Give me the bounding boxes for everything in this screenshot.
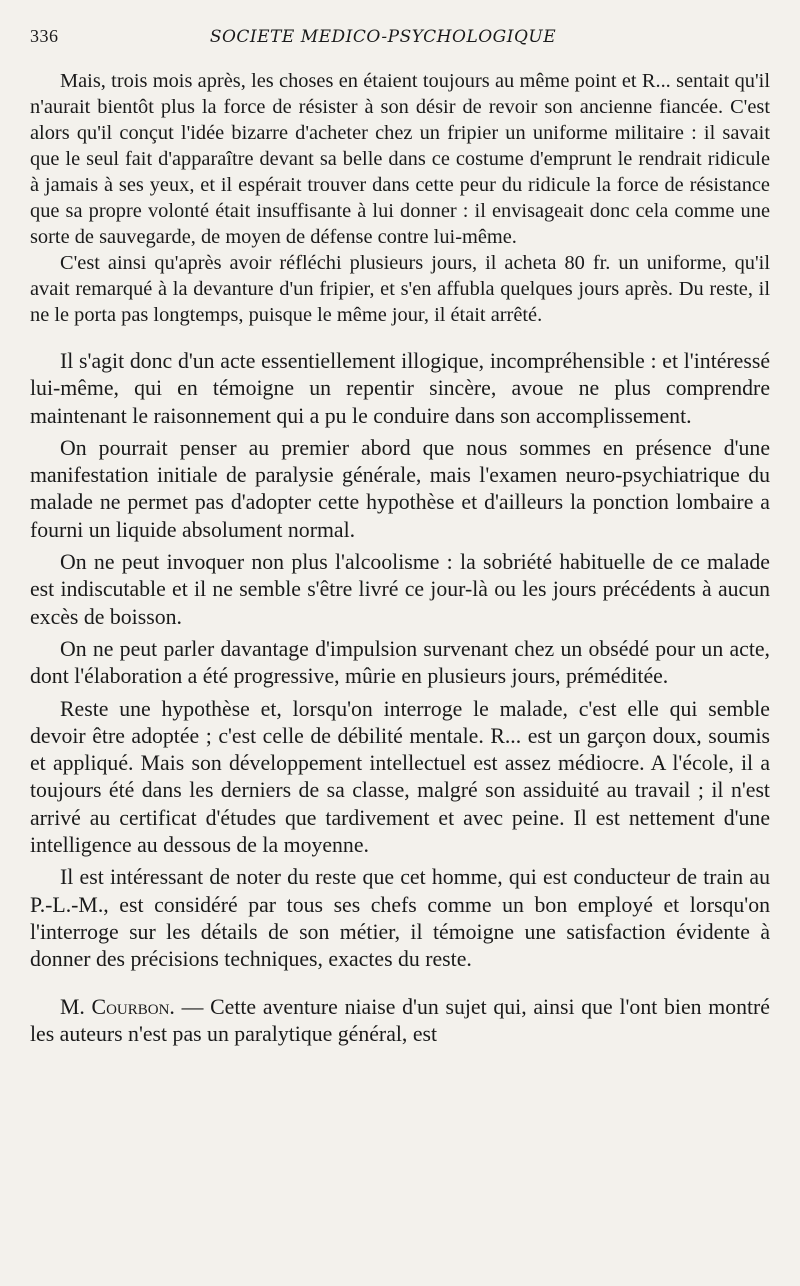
page-header <box>30 20 770 56</box>
paragraph: Reste une hypothèse et, lorsqu'on interroge le malade, c'est elle qui semble devoir être adoptée ; c'est celle de débilité mentale. R... est un garçon doux, soumis et appliqué. Mais son développement intellectuel est assez médiocre. A l'école, il a toujours été dans les derniers de sa classe, malgré son assiduité au travail ; il n'est arrivé au certificat d'études que tardivement et avec peine. Il est nettement d'une intelligence au dessous de la moyenne. <box>30 696 770 858</box>
paragraph: On ne peut invoquer non plus l'alcoolisme : la sobriété habituelle de ce malade est indiscutable et il ne semble s'être livré ce jour-là ou les jours précédents à aucun excès de boisson. <box>30 550 770 629</box>
paragraph: Mais, trois mois après, les choses en étaient toujours au même point et R... sentait qu'il n'aurait bientôt plus la force de résister à son désir de revoir son ancienne fiancée. C'est alors qu'il conçut l'idée bizarre d'acheter chez un fripier un uniforme militaire : il savait que le seul fait d'apparaître devant sa belle dans ce costume d'emprunt le rendrait ridicule à jamais à ses yeux, et il espérait trouver dans cette peur du ridicule la force de résistance que sa propre volonté était insuffisante à lui donner : il envisageait donc cela comme une sorte de sauvegarde, de moyen de défense contre lui-même. <box>30 70 770 248</box>
paragraph: Il s'agit donc d'un acte essentiellement illogique, incompréhensible : et l'intéressé lui-même, qui en témoigne un repentir sincère, avoue ne plus comprendre maintenant le raisonnement qui a pu le conduire dans son accomplissement. <box>30 349 770 428</box>
page-number: 336 <box>30 26 59 46</box>
running-title: SOCIETE MEDICO-PSYCHOLOGIQUE <box>209 27 557 47</box>
paragraph: On pourrait penser au premier abord que nous sommes en présence d'une manifestation initiale de paralysie générale, mais l'examen neuro-psychiatrique du malade ne permet pas d'adopter cette hypothèse et d'ailleurs la ponction lombaire a fourni un liquide absolument normal. <box>30 435 770 542</box>
paragraph: Il est intéressant de noter du reste que cet homme, qui est conducteur de train au P.-L.-M., est considéré par tous ses chefs comme un bon employé et lorsqu'on l'interroge sur les détails de son métier, il témoigne une satisfaction évidente à donner des précisions techniques, exactes du reste. <box>30 865 770 972</box>
body-text <box>30 68 770 1048</box>
document-page <box>30 20 770 1270</box>
paragraph: C'est ainsi qu'après avoir réfléchi plusieurs jours, il acheta 80 fr. un uniforme, qu'il avait remarqué à la devanture d'un fripier, et s'en affubla quelques jours après. Du reste, il ne le porta pas longtemps, puisque le même jour, il était arrêté. <box>30 252 770 326</box>
discussion-text: — Cette aventure niaise d'un sujet qui, ainsi que l'ont bien montré les auteurs n'est pas un paralytique général, est <box>30 994 770 1046</box>
speaker-name: M. Courbon. <box>60 994 175 1019</box>
paragraph: On ne peut parler davantage d'impulsion survenant chez un obsédé pour un acte, dont l'élaboration a été progressive, mûrie en plusieurs jours, préméditée. <box>30 636 770 689</box>
discussion-paragraph <box>30 994 770 1049</box>
